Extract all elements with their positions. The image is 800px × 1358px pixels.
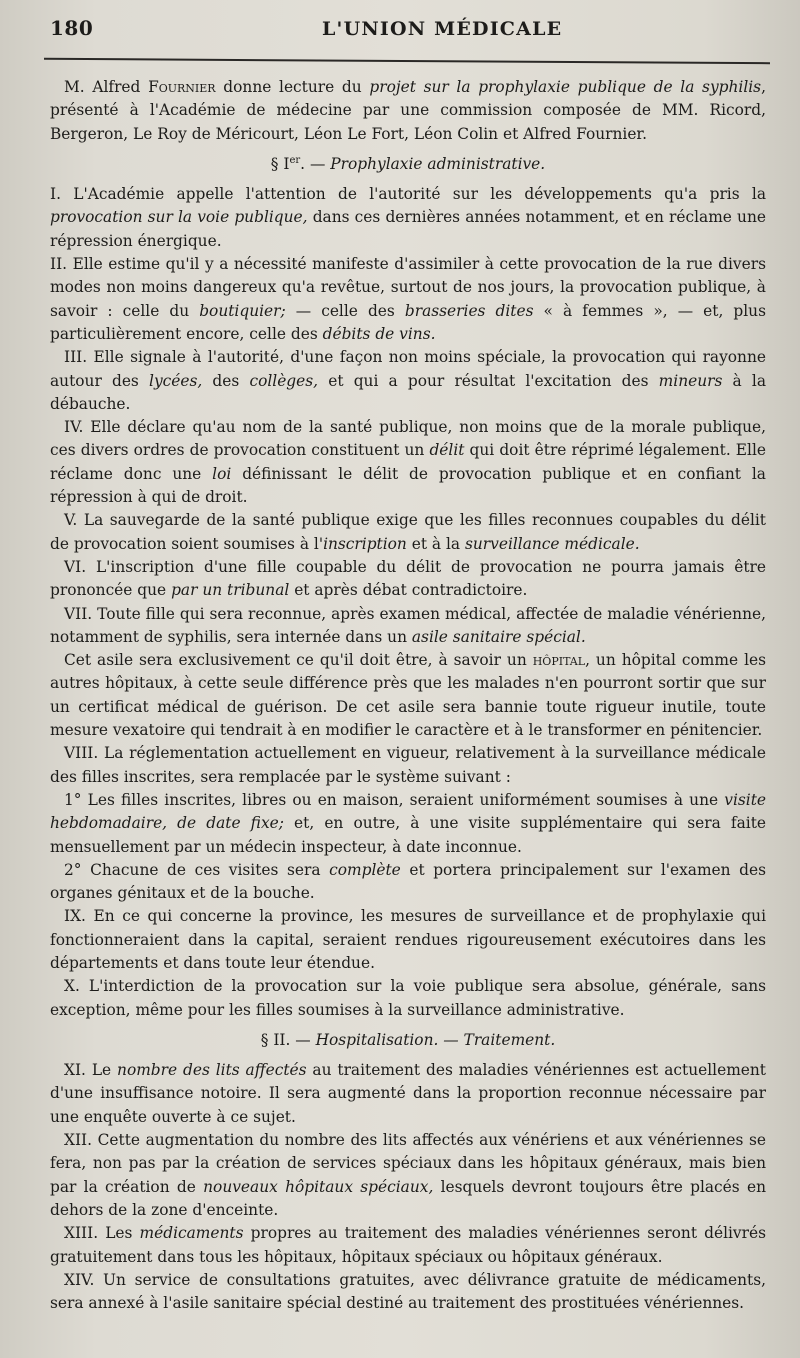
article-10: X. L'interdiction de la provocation sur la voie publique sera absolue, générale, sans exception, même pour les filles soumises à la surveillance administrative. bbox=[50, 977, 766, 1019]
article-3: III. Elle signale à l'autorité, d'une façon non moins spéciale, la provocation qui rayonne autour des lycées, des collèges, et qui a pour résultat l'excitation des mineurs à la débauche. bbox=[50, 348, 766, 413]
article-body bbox=[50, 76, 766, 1315]
author-name: Fournier bbox=[148, 78, 216, 96]
page-number: 180 bbox=[50, 16, 94, 40]
article-8-item-1: 1° Les filles inscrites, libres ou en maison, seraient uniformément soumises à une visite hebdomadaire, de date fixe; et, en outre, à une visite supplémentaire qui sera faite mensuellement par un médecin inspecteur, à date inconnue. bbox=[50, 790, 766, 856]
intro-paragraph: M. Alfred Fournier donne lecture du projet sur la prophylaxie publique de la syphilis, présenté à l'Académie de médecine par une commission composée de MM. Ricord, Bergeron, Le Roy de Méricourt, Léon Le Fort, Léon Colin et Alfred Fournier. bbox=[50, 78, 766, 143]
article-8-item-2: 2° Chacune de ces visites sera complète et portera principalement sur l'examen des organes génitaux et de la bouche. bbox=[50, 860, 766, 903]
article-12: XII. Cette augmentation du nombre des lits affectés aux vénériens et aux vénériennes se fera, non pas par la création de services spéciaux dans les hôpitaux généraux, mais bien par la création de nouveaux hôpitaux spéciaux, lesquels devront toujours être placés en dehors de la zone d'enceinte. bbox=[50, 1131, 766, 1219]
article-6: VI. L'inscription d'une fille coupable du délit de provocation ne pourra jamais être prononcée que par un tribunal et après débat contradictoire. bbox=[50, 557, 766, 600]
article-7: VII. Toute fille qui sera reconnue, après examen médical, affectée de maladie vénérienne, notamment de syphilis, sera internée dans un asile sanitaire spécial. bbox=[50, 604, 766, 646]
article-1: I. L'Académie appelle l'attention de l'autorité sur les développements qu'a pris la provocation sur la voie publique, dans ces dernières années notamment, et en réclame une répression énergique. bbox=[50, 185, 766, 250]
project-title: projet sur la prophylaxie publique de la syphilis bbox=[369, 78, 762, 96]
article-5: V. La sauvegarde de la santé publique exige que les filles reconnues coupables du délit de provocation soient soumises à l'inscription et à la surveillance médicale. bbox=[50, 511, 766, 553]
article-14: XIV. Un service de consultations gratuites, avec délivrance gratuite de médicaments, sera annexé à l'asile sanitaire spécial destiné au traitement des prostituées vénériennes. bbox=[50, 1270, 766, 1313]
article-11: XI. Le nombre des lits affectés au traitement des maladies vénériennes est actuellement d'une insuffisance notoire. Il sera augmenté dans la proportion reconnue nécessaire par une enquête ouverte à ce sujet. bbox=[50, 1061, 766, 1126]
running-title: L'UNION MÉDICALE bbox=[322, 18, 563, 40]
article-8: VIII. La réglementation actuellement en vigueur, relativement à la surveillance médicale des filles inscrites, sera remplacée par le système suivant : bbox=[50, 744, 766, 786]
article-7-continued: Cet asile sera exclusivement ce qu'il doit être, à savoir un hôpital, un hôpital comme les autres hôpitaux, à cette seule différence près que les malades n'en pourront sortir que sur un certificat médical de guérison. De cet asile sera bannie toute rigueur inutile, toute mesure vexatoire qui tendrait à en modifier le caractère et à le transformer en pénitencier. bbox=[50, 651, 766, 740]
section-heading-2: § II. — Hospitalisation. — Traitement. bbox=[260, 1030, 556, 1049]
header-rule bbox=[44, 58, 770, 64]
article-13: XIII. Les médicaments propres au traitement des maladies vénériennes seront délivrés gratuitement dans tous les hôpitaux, hôpitaux spéciaux ou hôpitaux généraux. bbox=[50, 1224, 766, 1266]
article-2: II. Elle estime qu'il y a nécessité manifeste d'assimiler à cette provocation de la rue divers modes non moins dangereux qu'a revêtue, surtout de nos jours, la provocation publique, à savoir : celle du boutiquier; — celle des brasseries dites « à femmes », — et, plus particulièrement encore, celle des débits de vins. bbox=[50, 255, 766, 343]
section-heading-1: § Ier. — Prophylaxie administrative. bbox=[270, 154, 546, 173]
article-4: IV. Elle déclare qu'au nom de la santé publique, non moins que de la morale publique, ces divers ordres de provocation constituent un délit qui doit être réprimé légalement. Elle réclame donc une loi définissant le délit de provocation publique et en confiant la répression à qui de droit. bbox=[50, 418, 766, 507]
page-header bbox=[50, 16, 766, 54]
article-9: IX. En ce qui concerne la province, les mesures de surveillance et de prophylaxie qui fonctionneraient dans la capital, seraient rendues rigoureusement exécutoires dans les départements et dans toute leur étendue. bbox=[50, 907, 766, 972]
